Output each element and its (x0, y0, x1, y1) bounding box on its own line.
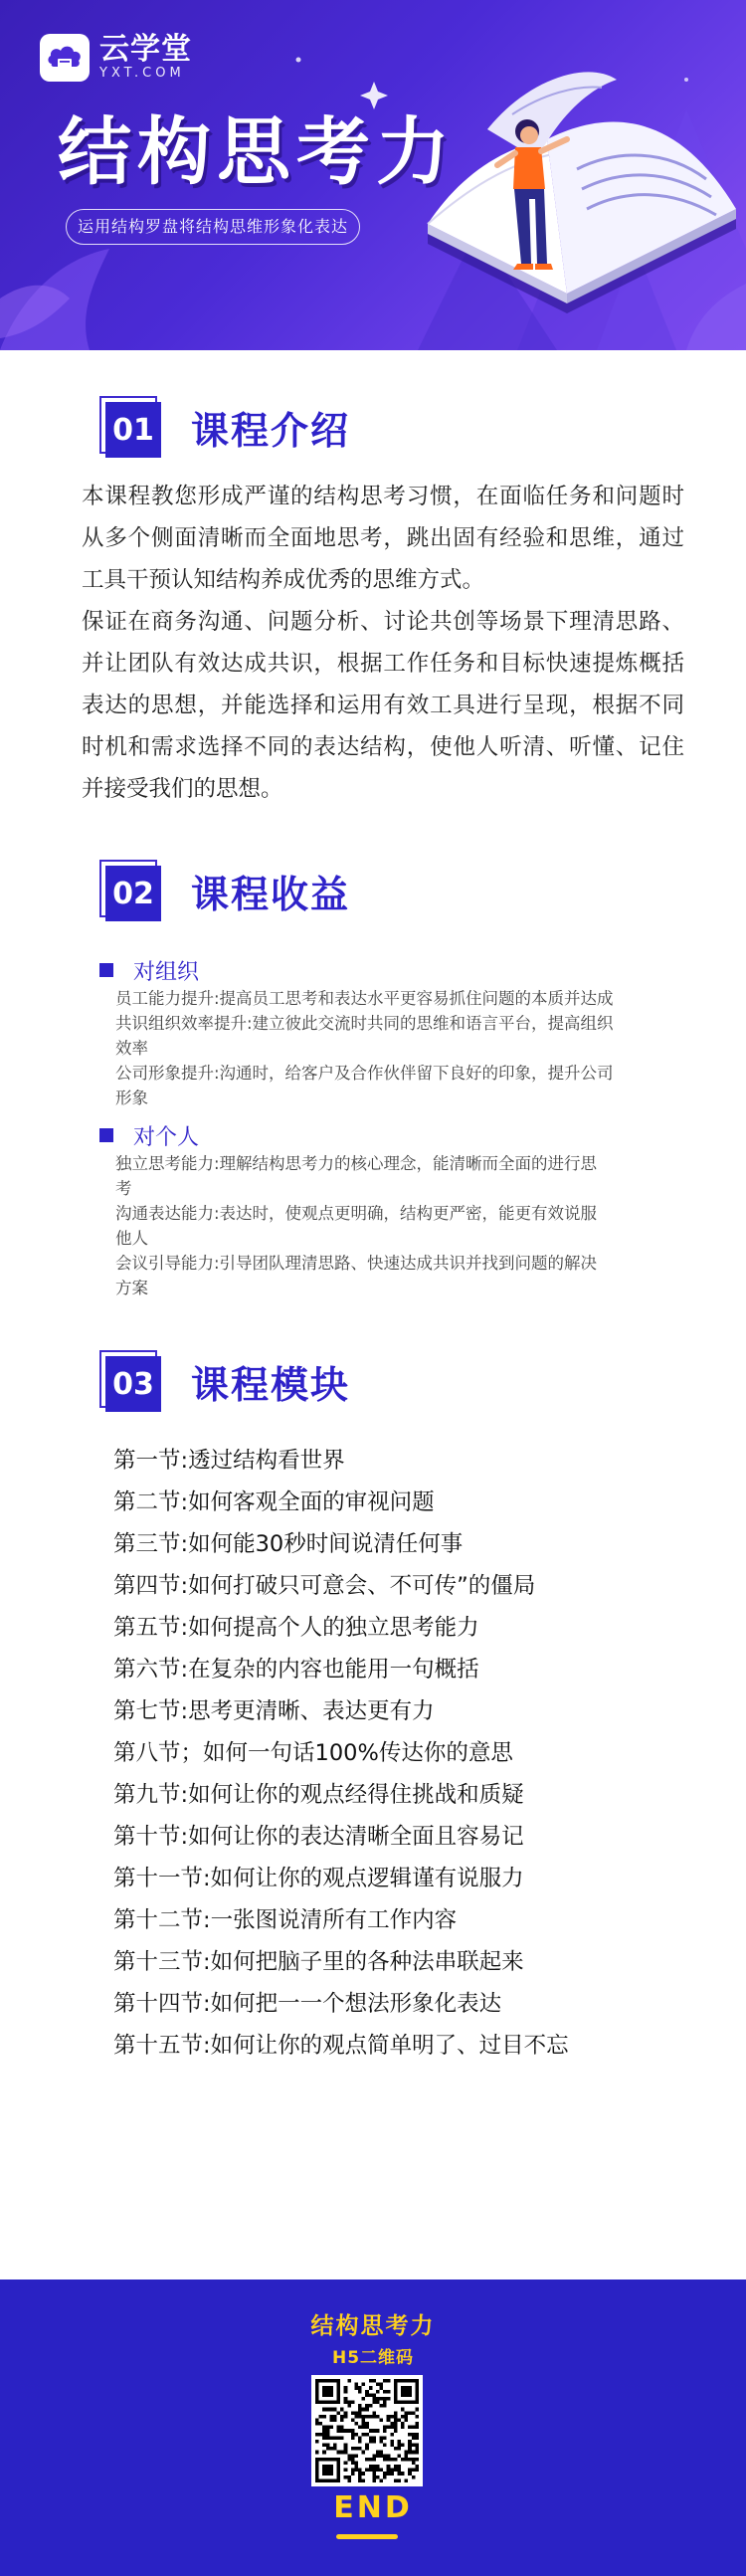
footer-title: 结构思考力 (310, 2313, 436, 2339)
benefit-line: 方案 (115, 1279, 148, 1297)
benefit-line: 他人 (115, 1229, 148, 1248)
intro-text (82, 476, 684, 810)
section-title: 课程收益 (191, 872, 351, 916)
benefit-line: 效率 (115, 1039, 148, 1058)
section-number-badge: 01 (99, 396, 161, 458)
module-item: 第十五节:如何让你的观点简单明了、过目不忘 (113, 2033, 569, 2059)
module-item: 第四节:如何打破只可意会、不可传”的僵局 (113, 1573, 536, 1599)
module-item: 第五节:如何提高个人的独立思考能力 (113, 1615, 479, 1641)
benefit-group-label: 对组织 (133, 959, 200, 985)
benefit-line: 会议引导能力:引导团队理清思路、快速达成共识并找到问题的解决 (115, 1254, 598, 1273)
hero-banner (0, 0, 746, 350)
section-title: 课程介绍 (191, 408, 351, 453)
intro-paragraph: 本课程教您形成严谨的结构思考习惯，在面临任务和问题时从多个侧面清晰而全面地思考，跳出固有经验和思维，通过工具干预认知结构养成优秀的思维方式。 (82, 484, 684, 593)
benefit-line: 沟通表达能力:表达时，使观点更明确，结构更严密，能更有效说服 (115, 1204, 598, 1223)
footer-subtitle: H5二维码 (331, 2348, 415, 2368)
logo-en-text: YXT.COM (99, 66, 185, 81)
bullet-square-icon (99, 1128, 113, 1142)
module-item: 第二节:如何客观全面的审视问题 (113, 1489, 435, 1515)
footer (0, 2279, 746, 2576)
section-intro-header (99, 396, 350, 458)
benefit-group-organization (99, 954, 666, 1110)
module-item: 第十节:如何让你的表达清晰全面且容易记 (113, 1824, 524, 1850)
module-item: 第十二节:一张图说清所有工作内容 (113, 1907, 458, 1933)
benefit-line: 公司形象提升:沟通时，给客户及合作伙伴留下良好的印象，提升公司 (115, 1064, 614, 1083)
hero-subtitle-pill: 运用结构罗盘将结构思维形象化表达 (66, 209, 360, 245)
end-label: END (333, 2490, 413, 2525)
end-underline (336, 2534, 398, 2539)
module-item: 第十一节:如何让你的观点逻辑谨有说服力 (113, 1866, 524, 1891)
benefit-group-label: 对个人 (133, 1124, 200, 1150)
logo-cloud-icon (40, 34, 90, 82)
module-item: 第十四节:如何把一一个想法形象化表达 (113, 1991, 502, 2017)
benefit-line: 员工能力提升:提高员工思考和表达水平更容易抓住问题的本质并达成 (115, 989, 614, 1008)
logo-cn-text: 云学堂 (99, 32, 192, 67)
module-item: 第九节:如何让你的观点经得住挑战和质疑 (113, 1782, 524, 1808)
benefit-line: 共识组织效率提升:建立彼此交流时共同的思维和语言平台，提高组织 (115, 1014, 614, 1033)
bullet-square-icon (99, 963, 113, 977)
benefit-line: 独立思考能力:理解结构思考力的核心理念，能清晰而全面的进行思 (115, 1154, 598, 1173)
module-item: 第六节:在复杂的内容也能用一句概括 (113, 1657, 479, 1683)
benefit-line: 形象 (115, 1089, 148, 1107)
section-benefits-header (99, 860, 350, 921)
module-item: 第八节；如何一句话100%传达你的意思 (113, 1740, 513, 1766)
yxt-logo[interactable] (40, 34, 192, 82)
module-item: 第三节:如何能30秒时间说清任何事 (113, 1531, 464, 1557)
benefit-group-individual (99, 1119, 666, 1300)
section-number-badge: 02 (99, 860, 161, 921)
intro-paragraph: 保证在商务沟通、问题分析、讨论共创等场景下理清思路、并让团队有效达成共识，根据工作任务和目标快速提炼概括表达的思想，并能选择和运用有效工具进行呈现，根据不同时机和需求选择不同的表达结构，使他人听清、听懂、记住并接受我们的思想。 (82, 609, 684, 802)
qr-code-icon[interactable] (311, 2375, 423, 2486)
book-reader-illustration (418, 40, 746, 328)
module-item: 第十三节:如何把脑子里的各种法串联起来 (113, 1949, 524, 1975)
module-list (113, 1440, 670, 2067)
benefit-line: 考 (115, 1179, 132, 1198)
section-modules-header (99, 1350, 350, 1412)
module-item: 第七节:思考更清晰、表达更有力 (113, 1698, 435, 1724)
module-item: 第一节:透过结构看世界 (113, 1448, 345, 1474)
section-number-badge: 03 (99, 1350, 161, 1412)
section-title: 课程模块 (191, 1362, 351, 1407)
hero-title: 结构思考力 (58, 109, 456, 195)
